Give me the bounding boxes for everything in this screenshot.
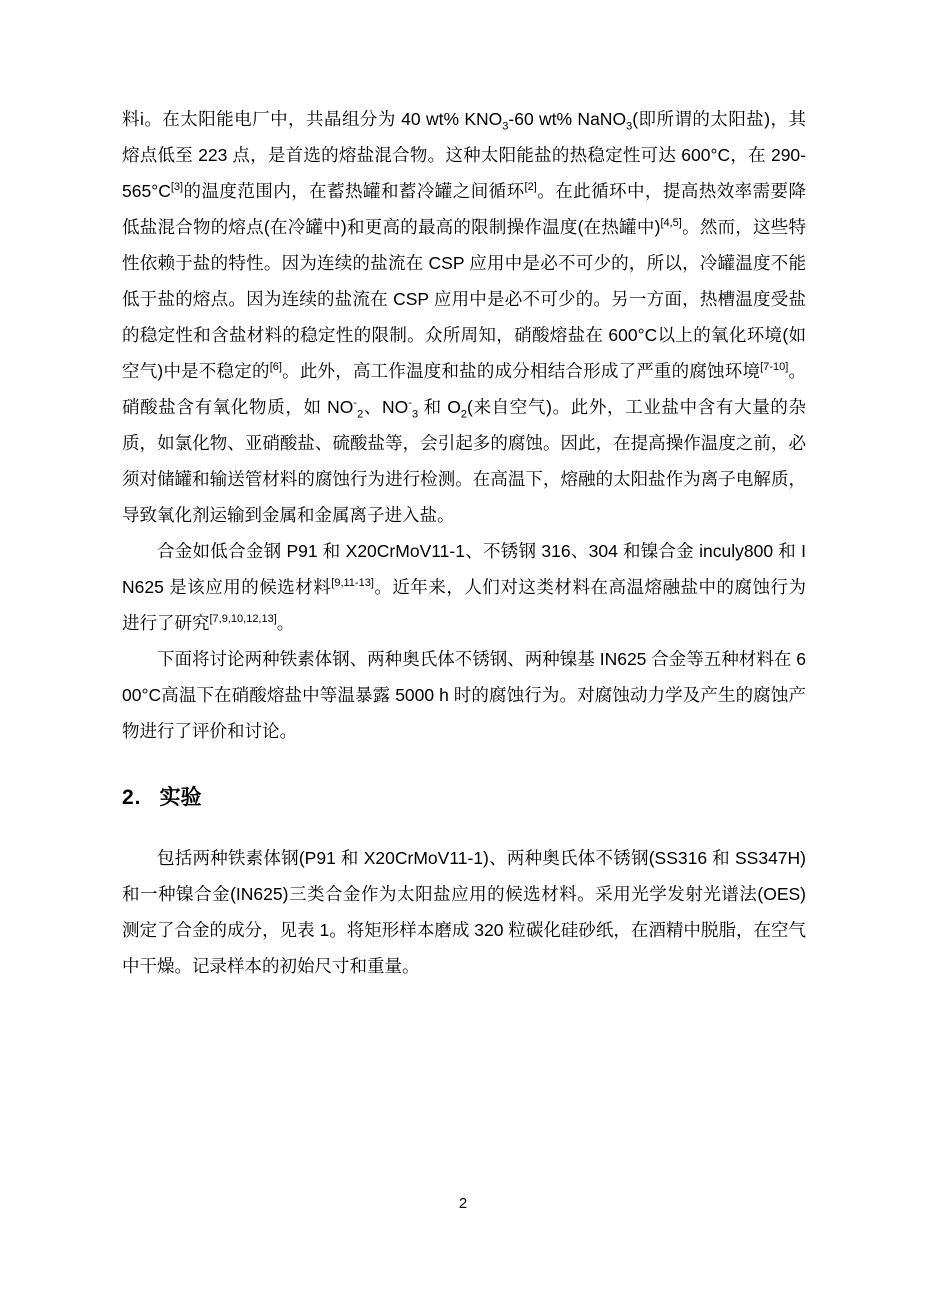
chemical-subscript: 2: [460, 408, 467, 421]
text-run: 。: [276, 613, 295, 633]
chemical-subscript: 3: [502, 120, 509, 133]
paragraph-intro-continuation: [122, 101, 806, 533]
text-run: 、NO: [363, 397, 409, 417]
text-run: 。近年来，人们对这类材料在高温熔融盐中的腐蚀行为进行了研究: [122, 577, 807, 633]
chemical-subscript: 3: [626, 120, 633, 133]
text-run: 。在此循环中，提高热效率需要降低盐混合物的熔点(在冷罐中)和更高的最高的限制操作温度(在热罐中): [122, 181, 807, 237]
reference-superscript: [2]: [524, 181, 537, 194]
page-body: [122, 101, 806, 984]
page-number: 2: [458, 1195, 468, 1212]
section-number: 2.: [122, 786, 142, 809]
text-run: 。硝酸盐含有氧化物质，如 NO: [122, 361, 807, 417]
paragraph-scope: [122, 641, 806, 749]
text-run: 包括两种铁素体钢(P91 和 X20CrMoV11-1)、两种奥氏体不锈钢(SS316 和 SS347H)和一种镍合金(IN625)三类合金作为太阳盐应用的候选材料。采用光学发射光谱法(OES)测定了合金的成分，见表 1。将矩形样本磨成 320 粒碳化硅砂纸，在酒精中脱脂，在空气中干燥。记录样本的初始尺寸和重量。: [122, 848, 806, 976]
text-run: (即所谓的太阳盐)，其熔点低至 223 点，是首选的熔盐混合物。这种太阳能盐的热稳定性可达 600°C，在 290-565°C: [122, 109, 807, 201]
paragraph-candidate-alloys: [122, 533, 806, 641]
reference-superscript: [3]: [170, 181, 184, 194]
section-title: 实验: [159, 786, 202, 809]
text-run: 的温度范围内，在蓄热罐和蓄冷罐之间循环: [183, 181, 525, 201]
reference-superscript: -: [408, 397, 412, 410]
reference-superscript: -: [353, 397, 358, 410]
reference-superscript: [7,9,10,12,13]: [209, 613, 277, 626]
text-run: 合金如低合金钢 P91 和 X20CrMoV11-1、不锈钢 316、304 和镍合金 inculy800 和 IN625 是该应用的候选材料: [122, 541, 806, 597]
text-run: 和 O: [418, 397, 461, 417]
reference-superscript: [7-10]: [760, 361, 789, 374]
text-run: 料i。在太阳能电厂中，共晶组分为 40 wt% KNO: [122, 109, 503, 129]
chemical-subscript: 2: [357, 408, 364, 421]
reference-superscript: [9,11-13]: [331, 577, 374, 590]
section-heading: [122, 783, 806, 813]
text-run: -60 wt% NaNO: [508, 109, 627, 129]
text-run: 。然而，这些特性依赖于盐的特性。因为连续的盐流在 CSP 应用中是必不可少的，所以，冷罐温度不能低于盐的熔点。因为连续的盐流在 CSP 应用中是必不可少的。另一方面，热槽温度受盐的稳定性和含盐材料的稳定性的限制。众所周知，硝酸熔盐在 600°C以上的氧化环境(如空气)中是不稳定的: [122, 217, 807, 381]
text-run: 下面将讨论两种铁素体钢、两种奥氏体不锈钢、两种镍基 IN625 合金等五种材料在 600°C高温下在硝酸熔盐中等温暴露 5000 h 时的腐蚀行为。对腐蚀动力学及产生的腐蚀产物进行了评价和讨论。: [122, 649, 806, 741]
reference-superscript: [4,5]: [660, 217, 682, 230]
reference-superscript: [6]: [269, 361, 282, 374]
text-run: (来自空气)。此外，工业盐中含有大量的杂质，如氯化物、亚硝酸盐、硫酸盐等，会引起多的腐蚀。因此，在提高操作温度之前，必须对储罐和输送管材料的腐蚀行为进行检测。在高温下，熔融的太阳盐作为离子电解质，导致氧化剂运输到金属和金属离子进入盐。: [122, 397, 807, 525]
paragraph-experimental-intro: [122, 840, 806, 984]
text-run: 。此外，高工作温度和盐的成分相结合形成了严重的腐蚀环境: [281, 361, 761, 381]
chemical-subscript: 3: [411, 408, 419, 421]
